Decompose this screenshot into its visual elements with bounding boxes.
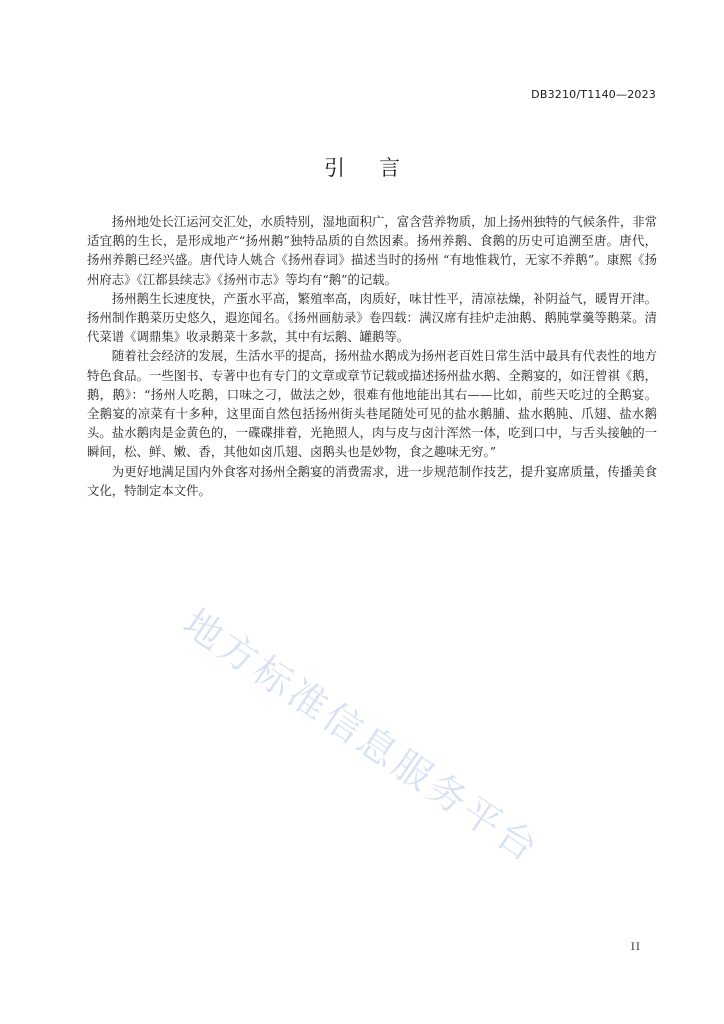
paragraph-characteristics: 扬州鹅生长速度快，产蛋水平高，繁殖率高，肉质好，味甘性平，清凉祛燥，补阴益气，暖胃开津。扬州制作鹅菜历史悠久，遐迩闻名。《扬州画舫录》卷四载：满汉席有挂炉走油鹅、鹅肫掌羹等鹅菜。清代菜谱《调鼎集》收录鹅菜十多款，其中有坛鹅、罐鹅等。 — [87, 290, 657, 345]
paragraph-history: 扬州地处长江运河交汇处，水质特别，湿地面积广，富含营养物质，加上扬州独特的气候条件，非常适宜鹅的生长，是形成地产“扬州鹅”独特品质的自然因素。扬州养鹅、食鹅的历史可追溯至唐。唐代，扬州养鹅已经兴盛。唐代诗人姚合《扬州春词》描述当时的扬州 “有地惟栽竹，无家不养鹅”。康熙《扬州府志》《江都县续志》《扬州市志》等均有“鹅”的记载。 — [87, 214, 657, 287]
introduction-body — [87, 212, 657, 500]
document-code: DB3210/T1140—2023 — [531, 88, 656, 101]
page-number: II — [630, 941, 641, 953]
paragraph-development: 随着社会经济的发展，生活水平的提高，扬州盐水鹅成为扬州老百姓日常生活中最具有代表性的地方特色食品。一些图书、专著中也有专门的文章或章节记载或描述扬州盐水鹅、全鹅宴的，如汪曾祺《鹅，鹅，鹅》：“扬州人吃鹅，口味之刁，做法之妙，很难有他地能出其右——比如，前些天吃过的全鹅宴。全鹅宴的凉菜有十多种，这里面自然包括扬州街头巷尾随处可见的盐水鹅脯、盐水鹅肫、爪翅、盐水鹅头。盐水鹅肉是金黄色的，一碟碟排着，光艳照人，肉与皮与卤汁浑然一体，吃到口中，与舌头接触的一瞬间，松、鲜、嫩、香，其他如卤爪翅、卤鹅头也是妙物，食之趣味无穷。” — [87, 348, 657, 460]
watermark: 地方标准信息服务平台 — [175, 600, 549, 872]
paragraph-purpose: 为更好地满足国内外食客对扬州全鹅宴的消费需求，进一步规范制作技艺，提升宴席质量，传播美食文化，特制定本文件。 — [87, 463, 657, 498]
page-title: 引言 — [324, 156, 434, 180]
